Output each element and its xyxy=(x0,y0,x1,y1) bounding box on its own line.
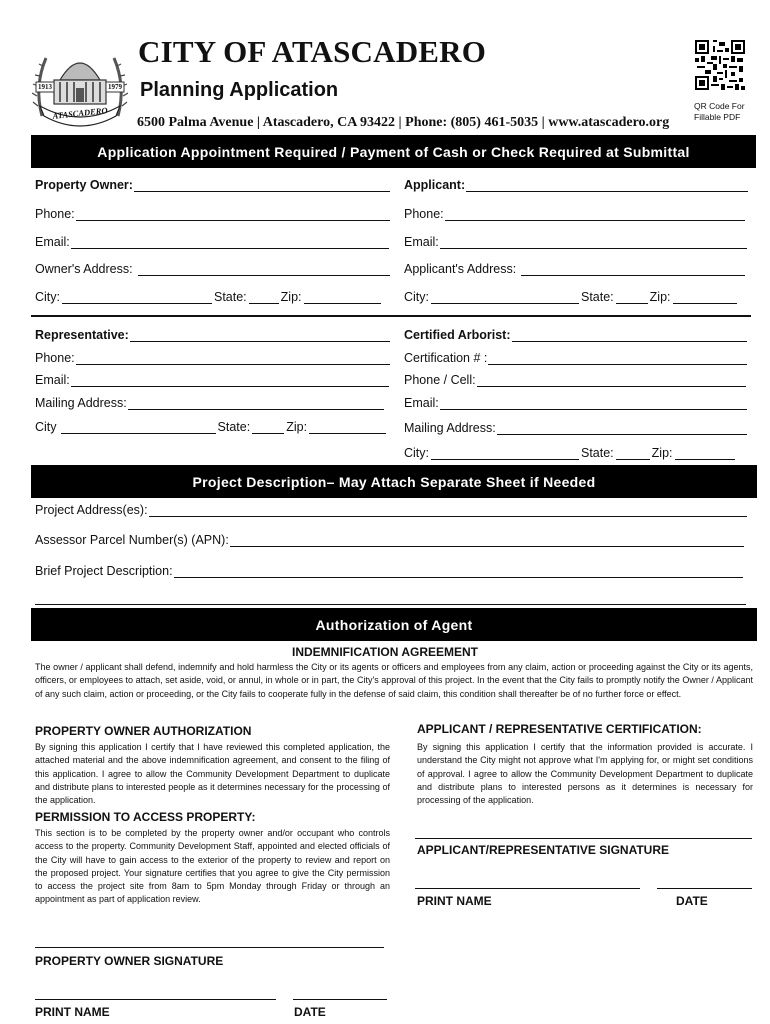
rep-state-label: State: xyxy=(217,420,251,434)
applicant-signature-line[interactable] xyxy=(415,838,752,839)
owner-address-label: Owner's Address: xyxy=(35,262,133,276)
section-divider-1 xyxy=(31,315,751,317)
indemnification-text: The owner / applicant shall defend, indemnify and hold harmless the City or its agents or officers and employees from any claim, action or proceeding against the City or its agents, officers, or employees to attach, set aside, void, or annul, in whole or in part, the City's approval of this project. In the event that the City fails to promptly notify the Owner / Applicant of any such claim, action or proceeding, or the City fails to cooperate fully in the defense of said claim, this condition shall thereafter be of no further force or effect. xyxy=(35,662,753,699)
arborist-mailing-label: Mailing Address: xyxy=(404,421,496,435)
appointment-banner: Application Appointment Required / Payment of Cash or Check Required at Submittal xyxy=(31,135,756,168)
applicant-phone-label: Phone: xyxy=(404,207,444,221)
property-owner-field[interactable] xyxy=(35,176,390,192)
rep-mailing-line[interactable] xyxy=(128,397,384,410)
arborist-mailing-field[interactable] xyxy=(404,419,747,435)
qr-code[interactable] xyxy=(695,40,745,90)
owner-email-line[interactable] xyxy=(71,236,389,249)
owner-phone-line[interactable] xyxy=(76,208,390,221)
applicant-field[interactable] xyxy=(404,176,748,192)
applicant-phone-line[interactable] xyxy=(445,208,745,221)
rep-mailing-label: Mailing Address: xyxy=(35,396,127,410)
apn-field[interactable] xyxy=(35,531,744,547)
rep-mailing-field[interactable] xyxy=(35,394,384,410)
arborist-city-row[interactable] xyxy=(404,444,737,460)
applicant-zip-label: Zip: xyxy=(649,290,671,304)
rep-email-label: Email: xyxy=(35,373,70,387)
permission-body xyxy=(35,827,390,907)
city-address: 6500 Palma Avenue | Atascadero, CA 93422 | Phone: (805) 461-5035 | www.atascadero.org xyxy=(137,115,670,130)
applicant-email-line[interactable] xyxy=(440,236,747,249)
owner-email-label: Email: xyxy=(35,235,70,249)
indemnification-heading: INDEMNIFICATION AGREEMENT xyxy=(292,645,478,659)
rep-city-label: City xyxy=(35,420,57,434)
owner-phone-field[interactable] xyxy=(35,205,390,221)
arborist-email-line[interactable] xyxy=(440,397,747,410)
page-subtitle: Planning Application xyxy=(140,79,339,101)
property-owner-line[interactable] xyxy=(134,179,390,192)
city-seal xyxy=(32,36,128,136)
qr-code-graphic xyxy=(695,40,745,90)
applicant-label: Applicant: xyxy=(404,178,466,192)
owner-zip-line[interactable] xyxy=(304,291,381,304)
applicant-state-label: State: xyxy=(581,290,614,304)
qr-caption-line-1: QR Code For xyxy=(694,101,745,111)
owner-city-line[interactable] xyxy=(62,291,212,304)
applicant-state-line[interactable] xyxy=(616,291,648,304)
seal-year-left: 1913 xyxy=(38,83,52,91)
owner-print-name-label: PRINT NAME xyxy=(35,1005,110,1019)
rep-email-line[interactable] xyxy=(71,374,389,387)
applicant-cert-text: By signing this application I certify that the information provided is accurate. I understand the City might not approve what I'm applying for, or might set conditions of approval. I agree to allow the Community Development Department to duplicate and distribute plans to interested persons as it determines is necessary for processing of the application. xyxy=(417,742,753,806)
authorization-banner: Authorization of Agent xyxy=(31,608,757,641)
owner-auth-body xyxy=(35,741,390,807)
arborist-email-field[interactable] xyxy=(404,394,747,410)
phone-cell-line[interactable] xyxy=(477,374,746,387)
arborist-email-label: Email: xyxy=(404,396,439,410)
applicant-phone-field[interactable] xyxy=(404,205,745,221)
arborist-city-label: City: xyxy=(404,446,429,460)
rep-zip-line[interactable] xyxy=(309,421,386,434)
arborist-mailing-line[interactable] xyxy=(497,422,747,435)
certification-field[interactable] xyxy=(404,349,747,365)
owner-print-name-line[interactable] xyxy=(35,999,276,1000)
seal-text: ATASCADERO xyxy=(51,105,109,121)
owner-date-line[interactable] xyxy=(293,999,387,1000)
owner-auth-heading: PROPERTY OWNER AUTHORIZATION xyxy=(35,724,252,738)
applicant-print-name-label: PRINT NAME xyxy=(417,894,492,908)
representative-label: Representative: xyxy=(35,328,129,342)
applicant-email-field[interactable] xyxy=(404,233,747,249)
apn-label: Assessor Parcel Number(s) (APN): xyxy=(35,533,229,547)
owner-signature-label: PROPERTY OWNER SIGNATURE xyxy=(35,954,224,968)
owner-city-row[interactable] xyxy=(35,288,383,304)
rep-phone-label: Phone: xyxy=(35,351,75,365)
rep-email-field[interactable] xyxy=(35,371,389,387)
project-description-line-2[interactable] xyxy=(35,604,746,605)
arborist-zip-line[interactable] xyxy=(675,447,735,460)
rep-phone-line[interactable] xyxy=(76,352,390,365)
rep-city-line[interactable] xyxy=(61,421,216,434)
property-owner-label: Property Owner: xyxy=(35,178,133,192)
applicant-email-label: Email: xyxy=(404,235,439,249)
arborist-state-line[interactable] xyxy=(616,447,650,460)
applicant-line[interactable] xyxy=(466,179,748,192)
applicant-address-field[interactable] xyxy=(404,260,745,276)
phone-cell-label: Phone / Cell: xyxy=(404,373,476,387)
indemnification-body xyxy=(35,661,753,701)
project-description-field[interactable] xyxy=(35,562,743,578)
owner-zip-label: Zip: xyxy=(280,290,302,304)
owner-state-line[interactable] xyxy=(249,291,279,304)
permission-text: This section is to be completed by the property owner and/or occupant who controls access to the property. Community Development Staff, appointed and elected officials of the City will have to gain access to the exterior of the property to review and report on the proposed project. Your signature certifies that you agree to give the City permission to access the project site from 8am to 5pm Monday through Friday or through an appointment as part of application review. xyxy=(35,828,390,905)
owner-address-field[interactable] xyxy=(35,260,390,276)
applicant-city-label: City: xyxy=(404,290,429,304)
page-title: CITY OF ATASCADERO xyxy=(138,34,487,69)
owner-address-line[interactable] xyxy=(138,263,390,276)
seal-year-right: 1979 xyxy=(108,83,122,91)
permission-heading: PERMISSION TO ACCESS PROPERTY: xyxy=(35,810,256,824)
owner-state-label: State: xyxy=(214,290,247,304)
project-address-line[interactable] xyxy=(149,504,747,517)
applicant-print-name-line[interactable] xyxy=(415,888,640,889)
project-description-line[interactable] xyxy=(174,565,743,578)
owner-signature-line[interactable] xyxy=(35,947,384,948)
owner-city-label: City: xyxy=(35,290,60,304)
applicant-zip-line[interactable] xyxy=(673,291,737,304)
project-address-field[interactable] xyxy=(35,501,747,517)
arborist-field[interactable] xyxy=(404,326,747,342)
representative-field[interactable] xyxy=(35,326,390,342)
applicant-address-label: Applicant's Address: xyxy=(404,262,517,276)
phone-cell-field[interactable] xyxy=(404,371,746,387)
arborist-label: Certified Arborist: xyxy=(404,328,511,342)
arborist-state-label: State: xyxy=(581,446,614,460)
certification-label: Certification # : xyxy=(404,351,488,365)
arborist-zip-label: Zip: xyxy=(651,446,673,460)
owner-date-label: DATE xyxy=(294,1005,326,1019)
project-address-label: Project Address(es): xyxy=(35,503,148,517)
rep-zip-label: Zip: xyxy=(286,420,308,434)
arborist-city-line[interactable] xyxy=(431,447,579,460)
owner-auth-text: By signing this application I certify that I have reviewed this completed application, the attached material and the above indemnification agreement, and consent to the filing of this application. I agree to allow the Community Development Department to duplicate and distribute plans to interested people as it determines necessary for the processing of the application. xyxy=(35,742,390,806)
applicant-cert-heading: APPLICANT / REPRESENTATIVE CERTIFICATION: xyxy=(417,722,702,736)
applicant-city-row[interactable] xyxy=(404,288,739,304)
owner-phone-label: Phone: xyxy=(35,207,75,221)
applicant-signature-label: APPLICANT/REPRESENTATIVE SIGNATURE xyxy=(417,843,670,857)
owner-email-field[interactable] xyxy=(35,233,389,249)
rep-city-row[interactable] xyxy=(35,418,388,434)
apn-line[interactable] xyxy=(230,534,744,547)
applicant-address-line[interactable] xyxy=(521,263,745,276)
applicant-date-line[interactable] xyxy=(657,888,752,889)
applicant-cert-body xyxy=(417,741,753,807)
rep-state-line[interactable] xyxy=(252,421,284,434)
qr-caption-line-2: Fillable PDF xyxy=(694,112,741,122)
representative-line[interactable] xyxy=(130,329,390,342)
applicant-city-line[interactable] xyxy=(431,291,579,304)
certification-line[interactable] xyxy=(488,352,747,365)
project-description-label: Brief Project Description: xyxy=(35,564,173,578)
project-banner: Project Description– May Attach Separate Sheet if Needed xyxy=(31,465,757,498)
applicant-date-label: DATE xyxy=(676,894,708,908)
qr-caption xyxy=(694,101,754,123)
arborist-line[interactable] xyxy=(512,329,748,342)
rep-phone-field[interactable] xyxy=(35,349,390,365)
